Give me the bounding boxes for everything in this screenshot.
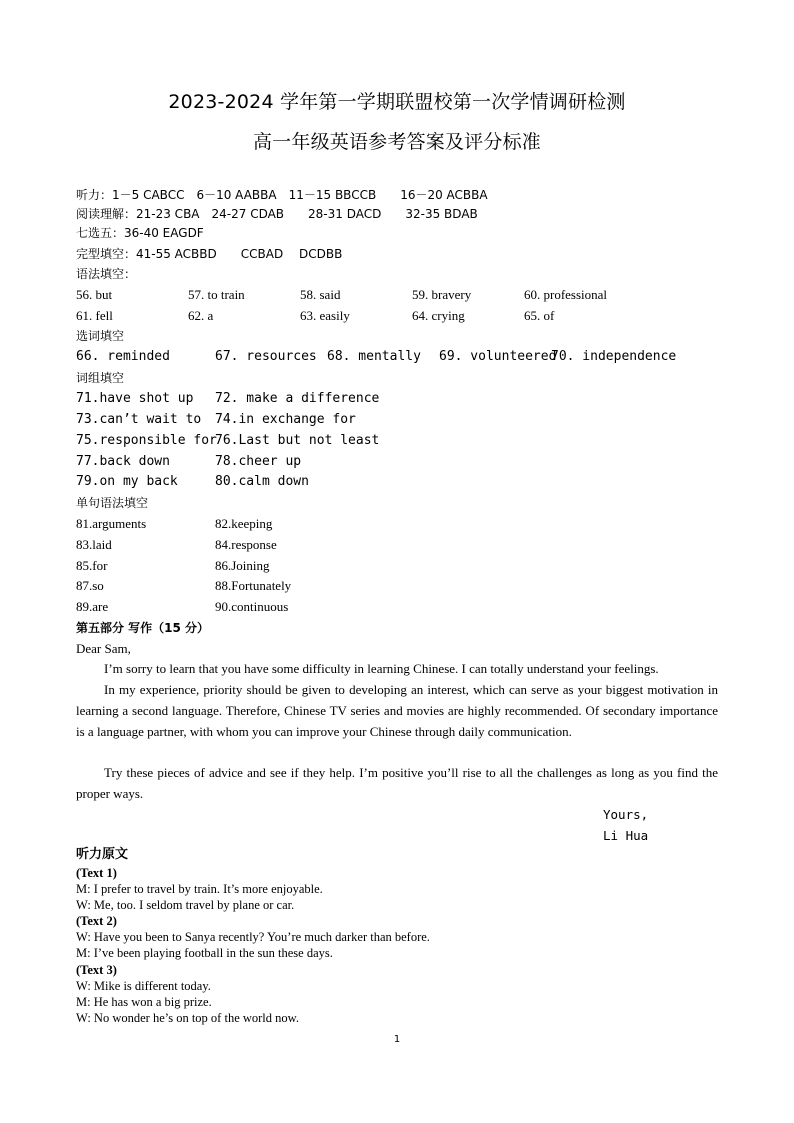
document-subtitle: 高一年级英语参考答案及评分标准 [252,131,541,153]
answer-item: 76.Last but not least [215,433,380,448]
document-title: 2023-2024 学年第一学期联盟校第一次学情调研检测 [168,91,626,113]
listening-script-heading: 听力原文 [76,847,129,862]
answer-item: 87.so [76,578,104,593]
answer-item: 73.can’t wait to [76,412,202,427]
letter-closing: Yours, [603,807,649,822]
letter-paragraph: I’m sorry to learn that you have some difficulty in learning Chinese. I can totally understand your feelings. [104,661,659,676]
answer-item: 86.Joining [215,558,270,573]
word-choice-heading: 选词填空 [76,329,125,343]
seven-choose-five-answers: 七选五：36-40 EAGDF [76,226,204,240]
dialogue-line: W: Have you been to Sanya recently? You’re much darker than before. [76,930,430,944]
answer-item: 75.responsible for [76,433,217,448]
grammar-heading: 语法填空： [76,267,137,281]
sentence-grammar-heading: 单句语法填空 [76,496,149,510]
reading-answers: 阅读理解：21-23 CBA 24-27 CDAB 28-31 DACD 32-35 BDAB [76,207,478,221]
answer-item: 62. a [188,308,214,323]
answer-item: 88.Fortunately [215,578,292,593]
dialogue-line: W: No wonder he’s on top of the world now. [76,1011,299,1025]
page-number: 1 [393,1034,401,1045]
text-label: (Text 3) [76,963,117,977]
letter-greeting: Dear Sam, [76,641,131,656]
listening-answers: 听力：1－5 CABCC 6－10 AABBA 11－15 BBCCB 16－20 ACBBA [76,188,488,202]
answer-item: 80.calm down [215,474,309,489]
answer-item: 60. professional [524,287,608,302]
answer-item: 89.are [76,599,109,614]
answer-item: 83.laid [76,537,112,552]
writing-heading: 第五部分 写作（15 分） [76,621,210,635]
letter-paragraph: In my experience, priority should be given to developing an interest, which can serve as your biggest motivation in learning a second language. Therefore, Chinese TV series and movies are highly recommended. Of secondary importance is a language partner, with whom you can improve your Chinese through daily communication. [76,682,718,739]
letter-paragraph: Try these pieces of advice and see if they help. I’m positive you’ll rise to all the challenges as long as you find the proper ways. [76,765,718,801]
cloze-answers: 完型填空：41-55 ACBBD CCBAD DCDBB [76,247,343,261]
dialogue-line: M: He has won a big prize. [76,995,212,1009]
dialogue-line: W: Mike is different today. [76,979,211,993]
answer-item: 59. bravery [412,287,472,302]
letter-signature: Li Hua [603,828,649,843]
answer-item: 66. reminded [76,349,170,364]
dialogue-line: W: Me, too. I seldom travel by plane or car. [76,898,295,912]
answer-item: 84.response [215,537,277,552]
answer-item: 64. crying [412,308,465,323]
dialogue-line: M: I prefer to travel by train. It’s more enjoyable. [76,882,323,896]
answer-item: 77.back down [76,454,170,469]
answer-item: 69. volunteered [439,349,557,364]
answer-item: 70. independence [551,349,677,364]
answer-item: 74.in exchange for [215,412,356,427]
dialogue-line: M: I’ve been playing football in the sun these days. [76,946,333,960]
text-label: (Text 1) [76,866,117,880]
answer-item: 57. to train [188,287,245,302]
answer-item: 58. said [300,287,341,302]
phrase-heading: 词组填空 [76,371,125,385]
answer-item: 72. make a difference [215,391,380,406]
text-label: (Text 2) [76,914,117,928]
answer-item: 67. resources [215,349,317,364]
answer-item: 78.cheer up [215,454,302,469]
answer-item: 71.have shot up [76,391,194,406]
answer-item: 61. fell [76,308,113,323]
answer-item: 65. of [524,308,555,323]
answer-item: 56. but [76,287,113,302]
answer-item: 81.arguments [76,516,147,531]
answer-item: 68. mentally [327,349,421,364]
answer-item: 85.for [76,558,108,573]
answer-item: 79.on my back [76,474,178,489]
answer-item: 90.continuous [215,599,289,614]
answer-item: 63. easily [300,308,350,323]
answer-item: 82.keeping [215,516,273,531]
